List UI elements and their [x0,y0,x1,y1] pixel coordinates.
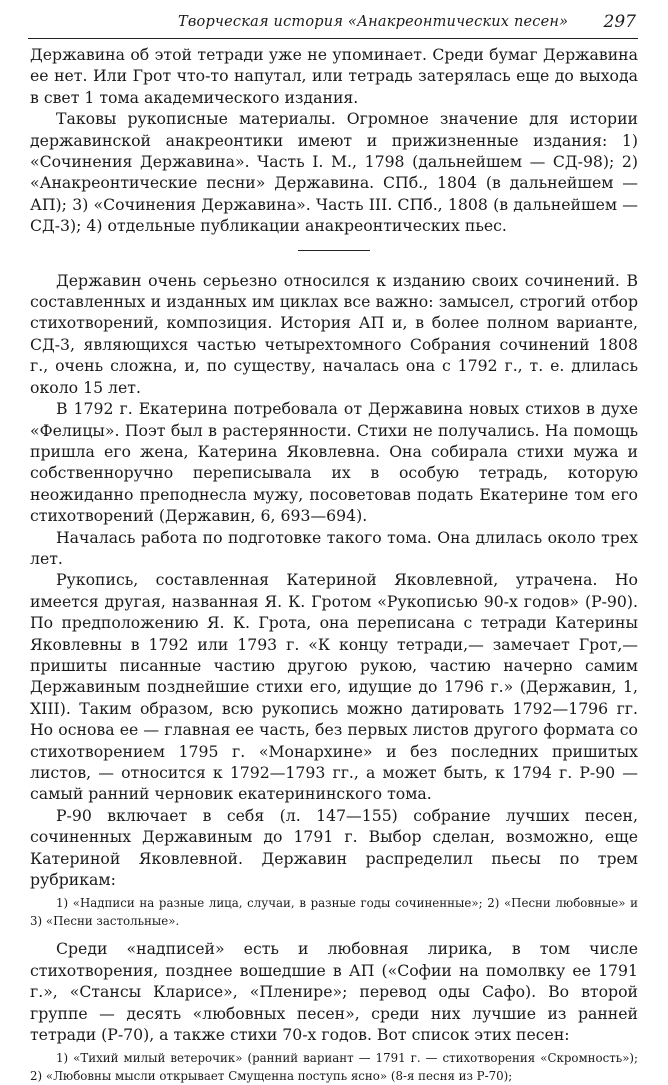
paragraph-grot-notebook: Державина об этой тетради уже не упоминает. Среди бумаг Державина ее нет. Или Грот что-то напутал, или тетрадь затерялась еще до выхода в свет 1 тома академического издания. [30,45,638,107]
paragraph-manuscript-90s: Рукопись, составленная Катериной Яковлевной, утрачена. Но имеется другая, названная Я. К. Гротом «Рукописью 90-х годов» (Р-90). По предположению Я. К. Грота, она переписана с тетради Катерины Яковлевны в 1792 или 1793 г. «К концу тетради,— замечает Грот,— пришиты писанные частию другою рукою, частию начерно самим Державиным позднейшие стихи его, идущие до 1796 г.» (Державин, 1, XIII). Таким образом, всю рукопись можно датировать 1792—1796 гг. Но основа ее — главная ее часть, без первых листов другого формата со стихотворением 1795 г. «Монархине» и без последних пришитых листов, — относится к 1792—1793 гг., а может быть, к 1794 г. Р-90 — самый ранний черновик екатерининского тома. [30,570,638,804]
running-title: Творческая история «Анакреонтических песен» [178,14,569,30]
paragraph-sources: Таковы рукописные материалы. Огромное значение для истории державинской анакреонтики имеют и прижизненные издания: 1) «Сочинения Державина». Часть I. М., 1798 (дальнейшем — СД-98); 2) «Анакреонтические песни» Державина. СПб., 1804 (в дальнейшем — АП); 3) «Сочинения Державина». Часть III. СПб., 1808 (в дальнейшем — СД-3); 4) отдельные публикации анакреонтических пьес. [30,109,638,236]
paragraph-r90-collection: Р-90 включает в себя (л. 147—155) собрание лучших песен, сочиненных Державиным до 1791 г. Выбор сделан, возможно, еще Катериной Яковлевной. Державин распределил пьесы по трем рубрикам: [30,805,638,890]
page-number: 297 [603,12,636,32]
page-body [30,44,638,1085]
paragraph-volume-work: Началась работа по подготовке такого тома. Она длилась около трех лет. [30,527,638,568]
running-header [28,10,638,39]
paragraph-editions-history: Державин очень серьезно относился к изданию своих сочинений. В составленных и изданных им циклах все важно: замысел, строгий отбор стихотворений, композиция. История АП и, в более полном варианте, СД-3, являющихся частью четырехтомного Собрания сочинений 1808 г., очень сложна, и, по существу, началась она с 1792 г., т. е. длилась около 15 лет. [30,270,638,397]
section-gap [30,263,638,270]
paragraph-catherine-1792: В 1792 г. Екатерина потребовала от Державина новых стихов в духе «Фелицы». Поэт был в растерянности. Стихи не получались. На помощь пришла его жена, Катерина Яковлевна. Она собирала стихи мужа и собственноручно переписывала их в особую тетрадь, которую неожиданно преподнесла мужу, посоветовав подать Екатерине том его стихотворений (Державин, 6, 693—694). [30,399,638,526]
songs-list: 1) «Тихий милый ветерочик» (ранний вариант — 1791 г. — стихотворения «Скромность»); 2) «Любовны мысли открывает Смущенна поступь ясно» (8-я песня из Р-70); [30,1051,638,1084]
section-divider [298,250,370,251]
rubrics-list: 1) «Надписи на разные лица, случаи, в разные годы сочиненные»; 2) «Песни любовные» и 3) «Песни застольные». [30,896,638,929]
paragraph-inscriptions: Среди «надписей» есть и любовная лирика, в том числе стихотворения, позднее вошедшие в АП («Софии на помолвку ее 1791 г.», «Стансы Кларисе», «Пленире»; перевод оды Сафо). Во второй группе — десять «любовных песен», среди них лучшие из ранней тетради (Р-70), а также стихи 70-х годов. Вот список этих песен: [30,939,638,1045]
